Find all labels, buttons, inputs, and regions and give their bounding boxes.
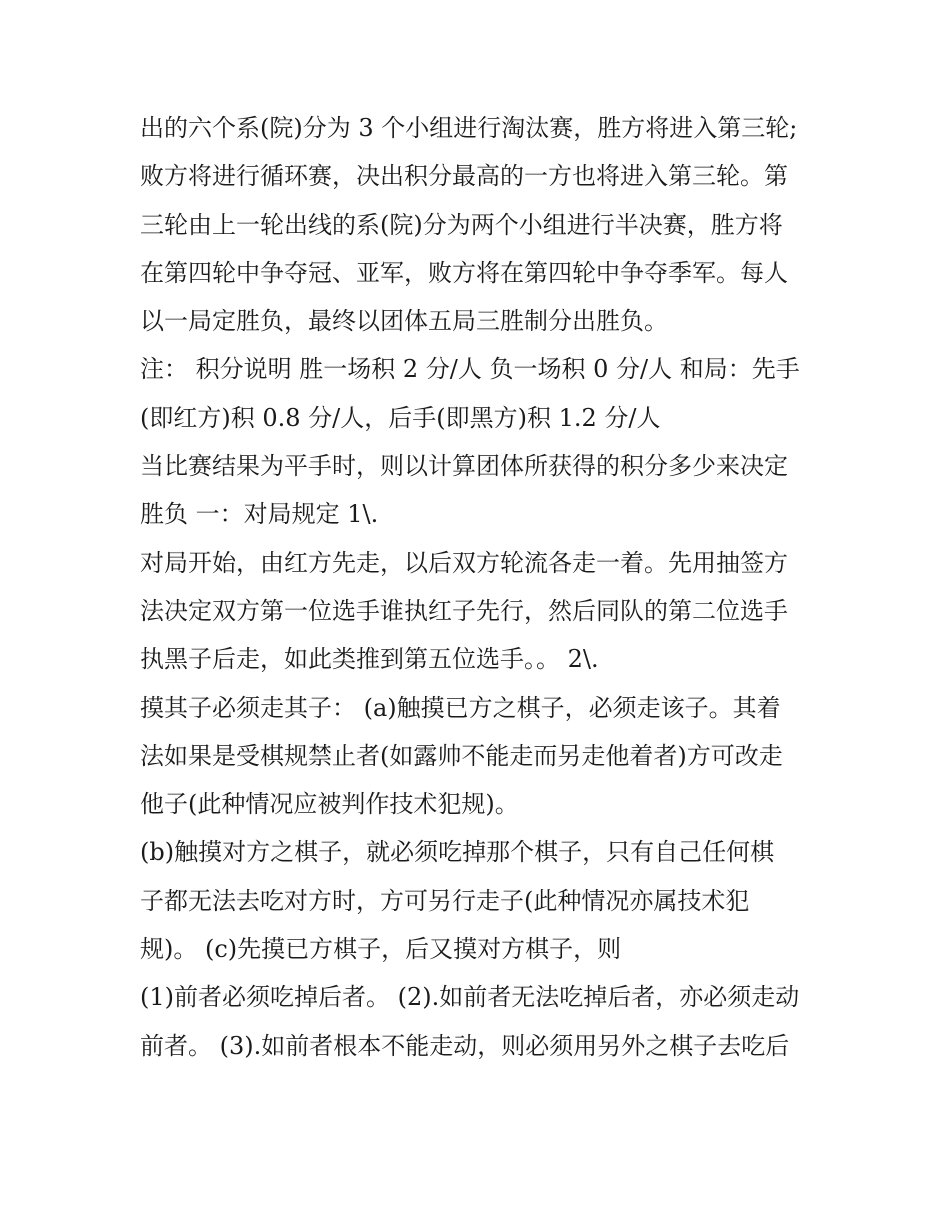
text-line: 在第四轮中争夺冠、亚军，败方将在第四轮中争夺季军。每人 <box>140 258 788 287</box>
text-line: 当比赛结果为平手时，则以计算团体所获得的积分多少来决定 <box>140 452 788 481</box>
text-line: 前者。 (3).如前者根本不能走动，则必须用另外之棋子去吃后 <box>140 1031 790 1060</box>
text-line: 对局开始，由红方先走，以后双方轮流各走一着。先用抽签方 <box>140 548 788 577</box>
text-line: 规)。 (c)先摸已方棋子，后又摸对方棋子，则 <box>140 935 622 964</box>
text-line: 以一局定胜负，最终以团体五局三胜制分出胜负。 <box>140 307 668 336</box>
text-line: 摸其子必须走其子： (a)触摸已方之棋子，必须走该子。其着 <box>140 693 781 722</box>
body-text <box>140 104 820 1070</box>
text-line: (1)前者必须吃掉后者。 (2).如前者无法吃掉后者，亦必须走动 <box>140 983 800 1012</box>
text-line: 败方将进行循环赛，决出积分最高的一方也将进入第三轮。第 <box>140 162 788 191</box>
text-line: 他子(此种情况应被判作技术犯规)。 <box>140 790 519 819</box>
text-line: 注： 积分说明 胜一场积 2 分/人 负一场积 0 分/人 和局：先手 <box>140 355 800 384</box>
text-line: 法如果是受棋规禁止者(如露帅不能走而另走他着者)方可改走 <box>140 741 783 770</box>
text-line: (即红方)积 0.8 分/人，后手(即黑方)积 1.2 分/人 <box>140 403 661 432</box>
text-line: 胜负 一：对局规定 1\. <box>140 500 379 529</box>
text-line: (b)触摸对方之棋子，就必须吃掉那个棋子，只有自己任何棋 <box>140 838 775 867</box>
text-line: 三轮由上一轮出线的系(院)分为两个小组进行半决赛，胜方将 <box>140 210 783 239</box>
text-line: 出的六个系(院)分为 3 个小组进行淘汰赛，胜方将进入第三轮; <box>140 114 798 142</box>
text-line: 执黑子后走，如此类推到第五位选手。。 2\. <box>140 645 599 674</box>
text-line: 法决定双方第一位选手谁执红子先行，然后同队的第二位选手 <box>140 596 788 625</box>
text-line: 子都无法去吃对方时，方可另行走子(此种情况亦属技术犯 <box>140 886 750 915</box>
